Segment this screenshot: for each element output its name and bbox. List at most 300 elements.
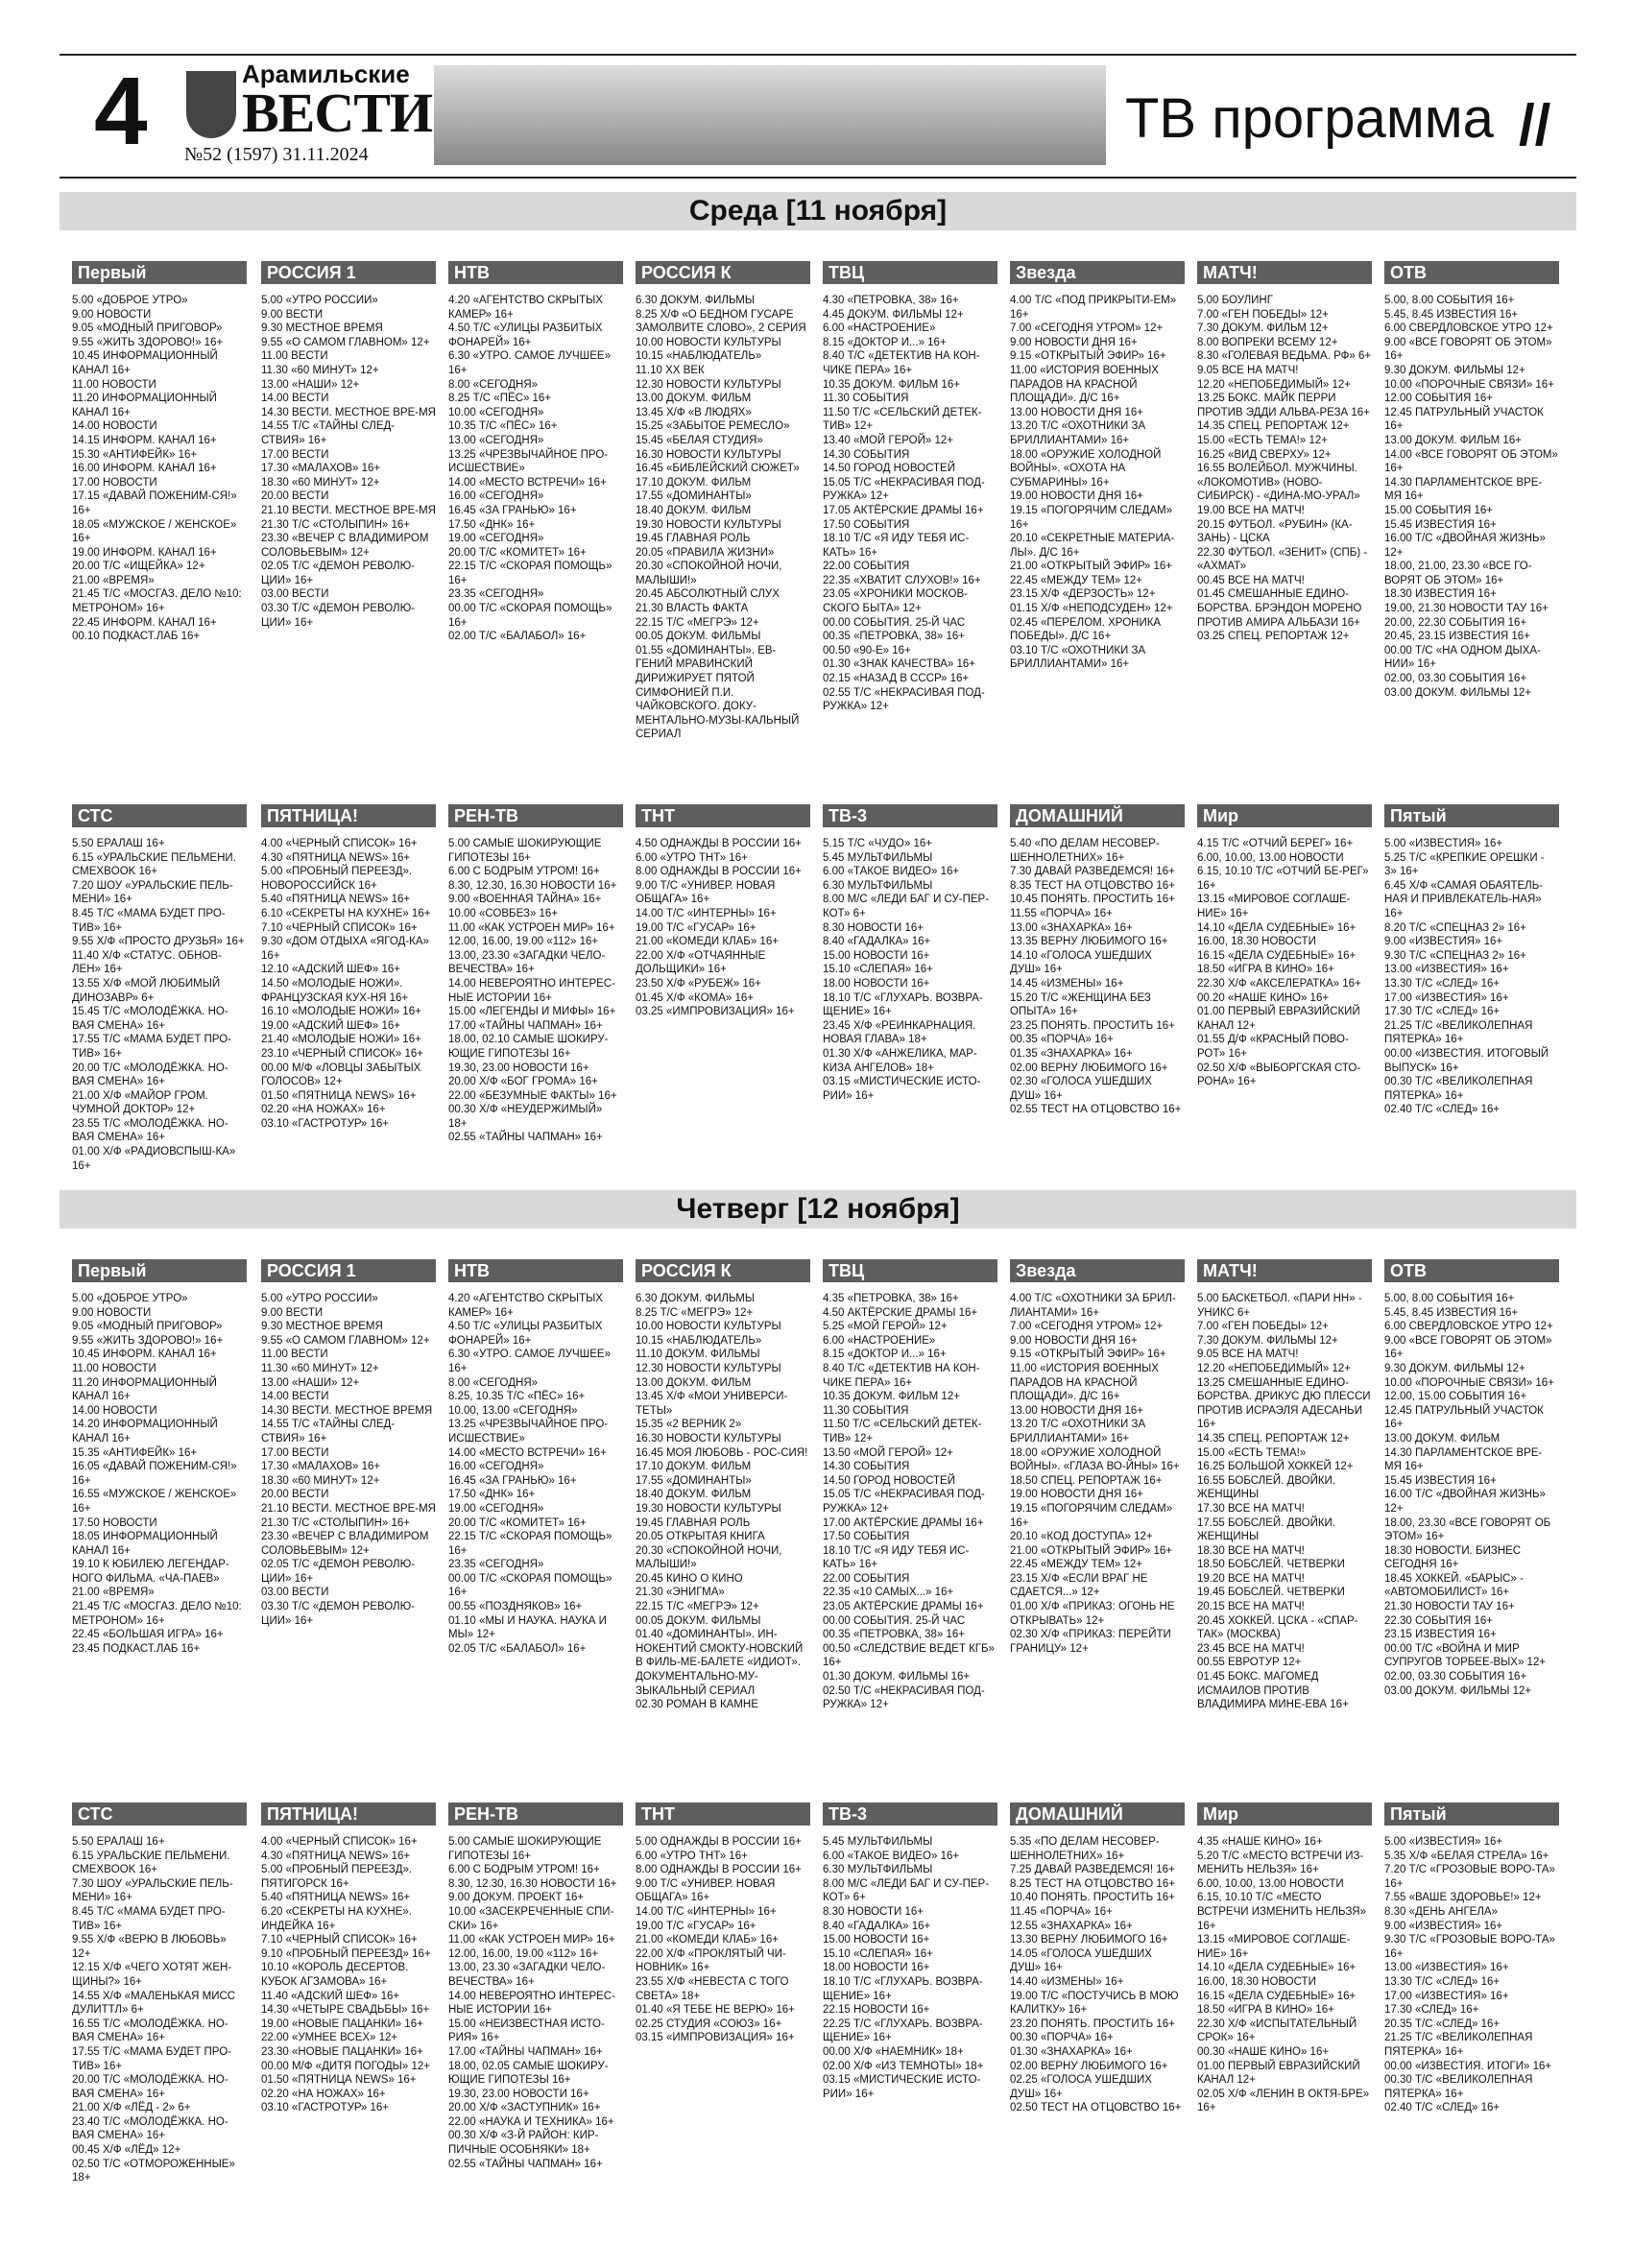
program-line: 17.55 «ДОМИНАНТЫ»	[636, 1474, 752, 1487]
program-line: 00.30 «НАШЕ КИНО» 16+	[1197, 2045, 1330, 2058]
program-line: 02.05 Х/Ф «ЛЕНИН В ОКТЯ-БРЕ» 16+	[1197, 2088, 1370, 2114]
channel-logo: Звезда	[1010, 1259, 1185, 1282]
program-line: 15.05 Т/С «НЕКРАСИВАЯ ПОД-РУЖКА» 12+	[823, 476, 985, 503]
program-line: 23.20 ПОНЯТЬ. ПРОСТИТЬ 16+	[1010, 2017, 1175, 2030]
program-line: 16.15 «ДЕЛА СУДЕБНЫЕ» 16+	[1197, 949, 1357, 962]
program-line: 13.00 «ЗНАХАРКА» 16+	[1010, 921, 1133, 934]
program-line: 23.15 ИЗВЕСТИЯ 16+	[1384, 1629, 1497, 1641]
program-line: 9.00 Т/С «УНИВЕР. НОВАЯ ОБЩАГА» 16+	[636, 879, 776, 906]
program-line: 5.00 «ПРОБНЫЙ ПЕРЕЕЗД». ПЯТИГОРСК 16+	[261, 1864, 413, 1890]
program-line: 17.15 «ДАВАЙ ПОЖЕНИМ-СЯ!» 16+	[72, 490, 237, 516]
program-line: 00.00 М/Ф «ДИТЯ ПОГОДЫ» 12+	[261, 2060, 430, 2072]
program-line: 9.00 ВЕСТИ	[261, 1306, 324, 1319]
program-line: 03.30 Т/С «ДЕМОН РЕВОЛЮ-ЦИИ» 16+	[261, 1601, 416, 1627]
program-line: 15.10 «СЛЕПАЯ» 16+	[823, 1947, 933, 1960]
program-line: 9.30 Т/С «ГРОЗОВЫЕ ВОРО-ТА» 16+	[1384, 1934, 1555, 1960]
program-line: 17.30 «МАЛАХОВ» 16+	[261, 463, 381, 475]
program-line: 19.30 НОВОСТИ КУЛЬТУРЫ	[636, 518, 781, 531]
channel-column	[72, 1259, 247, 1656]
program-line: 14.30 «ЧЕТЫРЕ СВАДЬБЫ» 16+	[261, 2004, 430, 2017]
program-line: 9.55 «ЖИТЬ ЗДОРОВО!» 16+	[72, 336, 224, 348]
channel-logo: Мир	[1197, 804, 1372, 827]
program-line: 11.00 «ИСТОРИЯ ВОЕННЫХ ПАРАДОВ НА КРАСНОЙ ПЛОЩАДИ». Д/С 16+	[1010, 364, 1159, 405]
program-line: 17.05 АКТЁРСКИЕ ДРАМЫ 16+	[823, 504, 984, 516]
program-line: 14.30 ВЕСТИ. МЕСТНОЕ ВРЕ-МЯ	[261, 406, 436, 418]
program-line: 10.10 «КОРОЛЬ ДЕСЕРТОВ. КУБОК АГЗАМОВА» 16+	[261, 1962, 409, 1988]
channel-column	[448, 1259, 623, 1656]
program-line: 00.20 «НАШЕ КИНО» 16+	[1197, 991, 1330, 1004]
program-line: 21.00 «ОТКРЫТЫЙ ЭФИР» 16+	[1010, 1544, 1172, 1557]
program-line: 12.30 НОВОСТИ КУЛЬТУРЫ	[636, 1362, 781, 1374]
program-line: 18.05 «МУЖСКОЕ / ЖЕНСКОЕ» 16+	[72, 518, 237, 545]
program-line: 15.00 СОБЫТИЯ 16+	[1384, 504, 1493, 516]
program-line: 19.45 БОБСЛЕЙ. ЧЕТВЕРКИ	[1197, 1587, 1345, 1599]
channel-column-lower	[1010, 804, 1185, 1117]
program-line: 17.55 Т/С «МАМА БУДЕТ ПРО-ТИВ» 16+	[72, 1034, 231, 1060]
program-line: 19.00 Т/С «ГУСАР» 16+	[636, 921, 756, 934]
program-line: 17.00 «ИЗВЕСТИЯ» 16+	[1384, 991, 1509, 1004]
program-line: 8.00 М/С «ЛЕДИ БАГ И СУ-ПЕР-КОТ» 6+	[823, 894, 990, 919]
program-line: 01.55 Д/Ф «КРАСНЫЙ ПОВО-РОТ» 16+	[1197, 1034, 1349, 1060]
program-line: 02.05 Т/С «ДЕМОН РЕВОЛЮ-ЦИИ» 16+	[261, 561, 416, 586]
channel-column-lower	[448, 804, 623, 1145]
program-line: 21.10 ВЕСТИ. МЕСТНОЕ ВРЕ-МЯ	[261, 504, 436, 516]
program-line: 8.30, 12.30, 16.30 НОВОСТИ 16+	[448, 879, 617, 892]
program-line: 19.00 «СЕГОДНЯ»	[448, 533, 544, 545]
channel-logo: ТНТ	[636, 1802, 810, 1826]
program-line: 20.30 «СПОКОЙНОЙ НОЧИ, МАЛЫШИ!»	[636, 1544, 782, 1571]
program-line: 01.00 ПЕРВЫЙ ЕВРАЗИЙСКИЙ КАНАЛ 12+	[1197, 2060, 1360, 2087]
program-line: 10.00 «ПОРОЧНЫЕ СВЯЗИ» 16+	[1384, 1376, 1554, 1389]
channel-logo: ТВ-3	[823, 1802, 997, 1826]
program-line: 5.00 ОДНАЖДЫ В РОССИИ 16+	[636, 1836, 802, 1848]
program-line: 00.00 СОБЫТИЯ. 25-Й ЧАС	[823, 1614, 966, 1627]
channel-logo: ДОМАШНИЙ	[1010, 1802, 1185, 1826]
program-line: 13.25 «ЧРЕЗВЫЧАЙНОЕ ПРО-ИСШЕСТВИЕ»	[448, 448, 609, 475]
program-line: 19.00 НОВОСТИ ДНЯ 16+	[1010, 1489, 1143, 1501]
program-line: 17.00 ВЕСТИ	[261, 1446, 329, 1459]
program-line: 4.45 ДОКУМ. ФИЛЬМЫ 12+	[823, 308, 964, 321]
program-line: 13.20 Т/С «ОХОТНИКИ ЗА БРИЛЛИАНТАМИ» 16+	[1010, 420, 1146, 446]
program-line: 00.35 «ПОРЧА» 16+	[1010, 1034, 1114, 1046]
program-line: 5.25 «МОЙ ГЕРОЙ» 12+	[823, 1321, 948, 1333]
program-line: 18.00 НОВОСТИ 16+	[823, 977, 930, 990]
program-line: 00.55 ЕВРОТУР 12+	[1197, 1657, 1302, 1669]
program-line: 13.15 «МИРОВОЕ СОГЛАШЕ-НИЕ» 16+	[1197, 894, 1351, 919]
program-line: 8.00 ОДНАЖДЫ В РОССИИ 16+	[636, 866, 802, 878]
program-line: 13.00 «СЕГОДНЯ»	[448, 434, 544, 446]
program-line: 15.35 «2 ВЕРНИК 2»	[636, 1419, 742, 1431]
program-line: 01.45 БОКС. МАГОМЕД ИСМАИЛОВ ПРОТИВ ВЛАДИМИРА МИНЕ-ЕВА 16+	[1197, 1671, 1349, 1711]
program-line: 13.30 ВЕРНУ ЛЮБИМОГО 16+	[1010, 1934, 1168, 1946]
channel-logo: РЕН-ТВ	[448, 804, 623, 827]
program-line: 14.00 ВЕСТИ	[261, 1391, 329, 1403]
program-line: 23.30 «ВЕЧЕР С ВЛАДИМИРОМ СОЛОВЬЕВЫМ» 12+	[261, 1531, 429, 1557]
program-line: 20.45 АБСОЛЮТНЫЙ СЛУХ	[636, 588, 780, 601]
program-line: 13.00 НОВОСТИ ДНЯ 16+	[1010, 1404, 1143, 1417]
channel-column	[261, 1259, 436, 1628]
program-line: 23.55 Х/Ф «НЕВЕСТА С ТОГО СВЕТА» 18+	[636, 1975, 789, 2002]
program-line: 10.15 «НАБЛЮДАТЕЛЬ»	[636, 350, 762, 363]
program-line: 00.30 Т/С «ВЕЛИКОЛЕПНАЯ ПЯТЕРКА» 16+	[1384, 1076, 1533, 1102]
program-line: 18.45 ХОККЕЙ. «БАРЫС» - «АВТОМОБИЛИСТ» 16+	[1384, 1572, 1524, 1599]
program-line: 23.50 Х/Ф «РУБЕЖ» 16+	[636, 977, 761, 990]
program-line: 21.00 «КОМЕДИ КЛАБ» 16+	[636, 1934, 779, 1946]
program-line: 9.00 «ВСЕ ГОВОРЯТ ОБ ЭТОМ» 16+	[1384, 336, 1552, 363]
channel-logo: СТС	[72, 804, 247, 827]
program-line: 15.00 «ЕСТЬ ТЕМА!»	[1197, 1446, 1307, 1459]
program-line: 10.15 «НАБЛЮДАТЕЛЬ»	[636, 1334, 762, 1347]
program-line: 17.00 «ИЗВЕСТИЯ» 16+	[1384, 1990, 1509, 2002]
program-line: 12.15 Х/Ф «ЧЕГО ХОТЯТ ЖЕН-ЩИНЫ?» 16+	[72, 1962, 232, 1988]
program-line: 00.00 Т/С «ВОЙНА И МИР СУПРУГОВ ТОРБЕЕ-ВЫХ» 12+	[1384, 1642, 1547, 1669]
program-line: 9.55 «О САМОМ ГЛАВНОМ» 12+	[261, 1334, 430, 1347]
program-line: 23.55 Т/С «МОЛОДЁЖКА. НО-ВАЯ СМЕНА» 16+	[72, 1117, 228, 1144]
channel-column-lower	[448, 1802, 623, 2171]
program-line: 12.45 ПАТРУЛЬНЫЙ УЧАСТОК 16+	[1384, 406, 1544, 433]
program-line: 23.10 «ЧЕРНЫЙ СПИСОК» 16+	[261, 1047, 423, 1060]
section-title: ТВ программа	[1125, 87, 1494, 150]
program-line: 8.25 Т/С «ПЁС» 16+	[448, 393, 552, 405]
program-line: 16.55 Т/С «МОЛОДЁЖКА. НО-ВАЯ СМЕНА» 16+	[72, 2017, 228, 2044]
program-line: 13.00 «НАШИ» 12+	[261, 1376, 360, 1389]
program-line: 14.00 ВЕСТИ	[261, 393, 329, 405]
program-line: 4.30 «ПЯТНИЦА NEWS» 16+	[261, 1850, 411, 1862]
program-line: 01.50 «ПЯТНИЦА NEWS» 16+	[261, 1089, 417, 1102]
program-line: 11.10 XX ВЕК	[636, 364, 705, 376]
program-line: 13.00 ДОКУМ. ФИЛЬМ	[636, 393, 752, 405]
program-line: 4.30 «ПЯТНИЦА NEWS» 16+	[261, 851, 411, 864]
channel-column-lower	[72, 1802, 247, 2185]
program-line: 12.30 НОВОСТИ КУЛЬТУРЫ	[636, 378, 781, 391]
program-line: 14.00 «МЕСТО ВСТРЕЧИ» 16+	[448, 1446, 607, 1459]
program-line: 16.45 «ЗА ГРАНЬЮ» 16+	[448, 1474, 577, 1487]
program-line: 6.00 «ТАКОЕ ВИДЕО» 16+	[823, 866, 960, 878]
program-line: 02.15 «НАЗАД В СССР» 16+	[823, 673, 970, 685]
program-line: 16.00 ИНФОРМ. КАНАЛ 16+	[72, 463, 217, 475]
program-line: 17.30 ВСЕ НА МАТЧ!	[1197, 1502, 1305, 1515]
program-line: 01.00 Х/Ф «РАДИОВСПЫШ-КА» 16+	[72, 1146, 236, 1172]
channel-column-lower	[636, 804, 810, 1019]
program-line: 9.00 «ВСЕ ГОВОРЯТ ОБ ЭТОМ» 16+	[1384, 1334, 1552, 1361]
program-line: 11.30 «60 МИНУТ» 12+	[261, 364, 379, 376]
program-line: 01.35 «ЗНАХАРКА» 16+	[1010, 1047, 1133, 1060]
program-line: 15.20 Т/С «ЖЕНЩИНА БЕЗ ОПЫТА» 16+	[1010, 991, 1151, 1018]
program-line: 01.00 ПЕРВЫЙ ЕВРАЗИЙСКИЙ КАНАЛ 12+	[1197, 1006, 1360, 1032]
section-slashes: //	[1519, 93, 1551, 157]
program-line: 9.30 ДОКУМ. ФИЛЬМЫ 12+	[1384, 1362, 1525, 1374]
program-line: 10.35 Т/С «ПЁС» 16+	[448, 420, 558, 433]
program-line: 12.45 ПАТРУЛЬНЫЙ УЧАСТОК 16+	[1384, 1404, 1544, 1431]
program-line: 14.30 ВЕСТИ. МЕСТНОЕ ВРЕМЯ	[261, 1404, 433, 1417]
program-line: 16.00, 18.30 НОВОСТИ	[1197, 1975, 1316, 1988]
program-line: 16.45 «БИБЛЕЙСКИЙ СЮЖЕТ»	[636, 463, 800, 475]
program-line: 20.10 «СЕКРЕТНЫЕ МАТЕРИА-ЛЫ». Д/С 16+	[1010, 533, 1175, 559]
program-line: 22.45 «МЕЖДУ ТЕМ» 12+	[1010, 574, 1143, 586]
program-line: 21.30 «ЭНИГМА»	[636, 1587, 725, 1599]
program-line: 03.10 Т/С «ОХОТНИКИ ЗА БРИЛЛИАНТАМИ» 16+	[1010, 644, 1146, 671]
program-line: 22.45 ИНФОРМ. КАНАЛ 16+	[72, 616, 217, 629]
program-line: 7.30 ДОКУМ. ФИЛЬМ 12+	[1197, 322, 1329, 335]
program-line: 20.45 КИНО О КИНО	[636, 1572, 743, 1585]
program-line: 4.20 «АГЕНТСТВО СКРЫТЫХ КАМЕР» 16+	[448, 295, 603, 321]
program-line: 03.30 Т/С «ДЕМОН РЕВОЛЮ-ЦИИ» 16+	[261, 603, 416, 629]
channel-logo: РОССИЯ 1	[261, 261, 436, 284]
program-line: 5.45 МУЛЬТФИЛЬМЫ	[823, 851, 933, 864]
program-line: 13.25 БОКС. МАЙК ПЕРРИ ПРОТИВ ЭДДИ АЛЬВА-РЕЗА 16+	[1197, 393, 1370, 418]
program-line: 14.00 НОВОСТИ	[72, 1404, 157, 1417]
program-line: 20.05 ОТКРЫТАЯ КНИГА	[636, 1531, 765, 1543]
program-line: 10.40 ПОНЯТЬ. ПРОСТИТЬ 16+	[1010, 1892, 1175, 1904]
program-line: 5.00 «ИЗВЕСТИЯ» 16+	[1384, 1836, 1503, 1848]
program-line: 16.25 БОЛЬШОЙ ХОККЕЙ 12+	[1197, 1461, 1354, 1473]
program-line: 8.40 «ГАДАЛКА» 16+	[823, 1920, 931, 1932]
program-line: 23.45 Х/Ф «РЕИНКАРНАЦИЯ. НОВАЯ ГЛАВА» 18+	[823, 1019, 976, 1046]
program-line: 19.00 Т/С «ПОСТУЧИСЬ В МОЮ КАЛИТКУ» 16+	[1010, 1990, 1179, 2017]
program-line: 4.00 Т/С «ОХОТНИКИ ЗА БРИЛ-ЛИАНТАМИ» 16+	[1010, 1293, 1176, 1319]
program-line: 9.00 «ВОЕННАЯ ТАЙНА» 16+	[448, 894, 602, 906]
program-line: 01.45 СМЕШАННЫЕ ЕДИНО-БОРСТВА. БРЭНДОН МОРЕНО ПРОТИВ АМИРА АЛЬБАЗИ 16+	[1197, 588, 1362, 629]
program-line: 00.45 ВСЕ НА МАТЧ!	[1197, 574, 1305, 586]
program-line: 10.45 ПОНЯТЬ. ПРОСТИТЬ 16+	[1010, 894, 1175, 906]
channel-column-lower	[1384, 804, 1559, 1117]
program-line: 02.20 «НА НОЖАХ» 16+	[261, 2088, 386, 2100]
program-line: 23.45 ВСЕ НА МАТЧ!	[1197, 1642, 1305, 1655]
channel-column-lower	[1197, 804, 1372, 1089]
program-line: 02.25 «ГОЛОСА УШЕДШИХ ДУШ» 16+	[1010, 2074, 1152, 2100]
program-line: 8.25 Т/С «МЕГРЭ» 12+	[636, 1306, 754, 1319]
program-line: 00.30 «ПОРЧА» 16+	[1010, 2032, 1114, 2044]
program-line: 02.25 СТУДИЯ «СОЮЗ» 16+	[636, 2017, 782, 2030]
program-line: 02.00, 03.30 СОБЫТИЯ 16+	[1384, 1671, 1527, 1683]
program-line: 00.05 ДОКУМ. ФИЛЬМЫ	[636, 631, 761, 643]
program-line: 9.05 ВСЕ НА МАТЧ!	[1197, 364, 1299, 376]
program-line: 03.10 «ГАСТРОТУР» 16+	[261, 1117, 390, 1130]
program-line: 4.50 ОДНАЖДЫ В РОССИИ 16+	[636, 838, 802, 849]
channel-column	[1197, 1259, 1372, 1712]
program-line: 8.15 «ДОКТОР И...» 16+	[823, 1349, 947, 1361]
channel-logo: Пятый	[1384, 1802, 1559, 1826]
program-line: 14.50 «МОЛОДЫЕ НОЖИ». ФРАНЦУЗСКАЯ КУХ-НЯ 16+	[261, 977, 409, 1004]
program-line: 01.40 «Я ТЕБЕ НЕ ВЕРЮ» 16+	[636, 2004, 795, 2017]
channel-column	[72, 261, 247, 644]
program-line: 18.30 НОВОСТИ. БИЗНЕС СЕГОДНЯ 16+	[1384, 1544, 1522, 1571]
program-line: 20.00 Т/С «МОЛОДЁЖКА. НО-ВАЯ СМЕНА» 16+	[72, 2074, 228, 2100]
program-line: 20.45 ХОККЕЙ. ЦСКА - «СПАР-ТАК» (МОСКВА)	[1197, 1614, 1358, 1641]
program-line: 8.25 ТЕСТ НА ОТЦОВСТВО 16+	[1010, 1877, 1175, 1890]
program-line: 8.00 «СЕГОДНЯ»	[448, 1376, 539, 1389]
channel-logo: ТВЦ	[823, 1259, 997, 1282]
program-line: 22.15 Т/С «МЕГРЭ» 12+	[636, 616, 759, 629]
program-line: 02.00 ВЕРНУ ЛЮБИМОГО 16+	[1010, 2060, 1168, 2072]
program-line: 11.30 «60 МИНУТ» 12+	[261, 1362, 379, 1374]
program-line: 7.00 «СЕГОДНЯ УТРОМ» 12+	[1010, 1321, 1164, 1333]
program-line: 5.25 Т/С «КРЕПКИЕ ОРЕШКИ - 3» 16+	[1384, 851, 1545, 878]
program-line: 03.25 СПЕЦ. РЕПОРТАЖ 12+	[1197, 631, 1350, 643]
channel-column-lower	[261, 1802, 436, 2115]
channel-logo: РЕН-ТВ	[448, 1802, 623, 1826]
program-line: 13.00 ДОКУМ. ФИЛЬМ 16+	[1384, 434, 1522, 446]
program-line: 6.30 «УТРО. САМОЕ ЛУЧШЕЕ» 16+	[448, 1349, 611, 1374]
program-line: 02.05 Т/С «БАЛАБОЛ» 16+	[448, 1642, 587, 1655]
program-line: 11.30 СОБЫТИЯ	[823, 393, 909, 405]
program-line: 00.30 Х/Ф «НЕУДЕРЖИМЫЙ» 18+	[448, 1104, 603, 1130]
program-line: 6.15 УРАЛЬСКИЕ ПЕЛЬМЕНИ. СМЕХBOOK 16+	[72, 1850, 230, 1876]
channel-logo: Пятый	[1384, 804, 1559, 827]
program-line: 9.55 «ЖИТЬ ЗДОРОВО!» 16+	[72, 1334, 224, 1347]
program-line: 14.10 «ГОЛОСА УШЕДШИХ ДУШ» 16+	[1010, 949, 1152, 976]
program-line: 11.40 «АДСКИЙ ШЕФ» 16+	[261, 1990, 400, 2002]
program-line: 14.35 СПЕЦ. РЕПОРТАЖ 12+	[1197, 420, 1350, 433]
program-line: 14.15 ИНФОРМ. КАНАЛ 16+	[72, 434, 217, 446]
channel-column	[1384, 261, 1559, 700]
program-line: 02.55 ТЕСТ НА ОТЦОВСТВО 16+	[1010, 1104, 1182, 1116]
program-line: 22.45 «БОЛЬШАЯ ИГРА» 16+	[72, 1629, 224, 1641]
program-line: 02.05 Т/С «ДЕМОН РЕВОЛЮ-ЦИИ» 16+	[261, 1559, 416, 1585]
program-line: 02.55 «ТАЙНЫ ЧАПМАН» 16+	[448, 1132, 603, 1144]
program-line: 9.00 ДОКУМ. ПРОЕКТ 16+	[448, 1892, 585, 1904]
program-line: 18.50 «ИГРА В КИНО» 16+	[1197, 2004, 1334, 2017]
program-line: 22.30 ФУТБОЛ. «ЗЕНИТ» (СПБ) - «АХМАТ»	[1197, 546, 1368, 573]
program-line: 21.30 Т/С «СТОЛЫПИН» 16+	[261, 518, 410, 531]
program-line: 00.00 СОБЫТИЯ. 25-Й ЧАС	[823, 616, 966, 629]
header-photo	[434, 65, 1106, 165]
program-line: 03.25 «ИМПРОВИЗАЦИЯ» 16+	[636, 1006, 795, 1018]
program-line: 14.30 СОБЫТИЯ	[823, 1461, 910, 1473]
channel-logo: ОТВ	[1384, 1259, 1559, 1282]
program-line: 22.35 «ХВАТИТ СЛУХОВ!» 16+	[823, 574, 981, 586]
program-line: 4.50 Т/С «УЛИЦЫ РАЗБИТЫХ ФОНАРЕЙ» 16+	[448, 1321, 603, 1347]
program-line: 9.05 «МОДНЫЙ ПРИГОВОР»	[72, 1321, 223, 1333]
program-line: 16.25 «ВИД СВЕРХУ» 12+	[1197, 448, 1332, 461]
program-line: 7.20 Т/С «ГРОЗОВЫЕ ВОРО-ТА» 16+	[1384, 1864, 1555, 1890]
program-line: 5.00 «УТРО РОССИИ»	[261, 295, 378, 306]
program-line: 22.45 «МЕЖДУ ТЕМ» 12+	[1010, 1559, 1143, 1571]
program-line: 15.00 НОВОСТИ 16+	[823, 949, 930, 962]
program-line: 11.50 Т/С «СЕЛЬСКИЙ ДЕТЕК-ТИВ» 12+	[823, 1419, 982, 1444]
program-line: 6.30 МУЛЬТФИЛЬМЫ	[823, 879, 933, 892]
channel-logo: ДОМАШНИЙ	[1010, 804, 1185, 827]
program-line: 7.30 ШОУ «УРАЛЬСКИЕ ПЕЛЬ-МЕНИ» 16+	[72, 1877, 233, 1904]
program-line: 02.30 «ГОЛОСА УШЕДШИХ ДУШ» 16+	[1010, 1076, 1152, 1102]
program-line: 12.20 «НЕПОБЕДИМЫЙ» 12+	[1197, 378, 1351, 391]
program-line: 18.00, 23.30 «ВСЕ ГОВОРЯТ ОБ ЭТОМ» 16+	[1384, 1516, 1551, 1543]
program-line: 11.45 «ПОРЧА» 16+	[1010, 1905, 1113, 1918]
program-line: 13.00 НОВОСТИ ДНЯ 16+	[1010, 406, 1143, 418]
program-line: 18.10 Т/С «ГЛУХАРЬ. ВОЗВРА-ЩЕНИЕ» 16+	[823, 991, 983, 1018]
program-line: 9.15 «ОТКРЫТЫЙ ЭФИР» 16+	[1010, 350, 1166, 363]
program-line: 9.30 МЕСТНОЕ ВРЕМЯ	[261, 1321, 383, 1333]
program-line: 19.15 «ПОГОРЯЧИМ СЛЕДАМ» 16+	[1010, 504, 1173, 531]
paper-name: ВЕСТИ	[242, 82, 433, 144]
program-line: 16.00 Т/С «ДВОЙНАЯ ЖИЗНЬ» 12+	[1384, 533, 1546, 559]
program-line: 5.40 «ПЯТНИЦА NEWS» 16+	[261, 1892, 411, 1904]
program-line: 02.50 Т/С «ОТМОРОЖЕННЫЕ» 18+	[72, 2158, 235, 2184]
program-line: 22.00 Х/Ф «ПРОКЛЯТЫЙ ЧИ-НОВНИК» 16+	[636, 1947, 786, 1974]
program-line: 8.00 ОДНАЖДЫ В РОССИИ 16+	[636, 1864, 802, 1876]
program-line: 11.50 Т/С «СЕЛЬСКИЙ ДЕТЕК-ТИВ» 12+	[823, 406, 982, 433]
channel-column-lower	[636, 1802, 810, 2045]
program-line: 02.20 «НА НОЖАХ» 16+	[261, 1104, 386, 1116]
program-line: 16.15 «ДЕЛА СУДЕБНЫЕ» 16+	[1197, 1990, 1357, 2002]
program-line: 18.10 Т/С «Я ИДУ ТЕБЯ ИС-КАТЬ» 16+	[823, 533, 970, 559]
program-line: 17.55 БОБСЛЕЙ. ДВОЙКИ. ЖЕНЩИНЫ	[1197, 1516, 1335, 1543]
program-line: 18.00, 02.05 САМЫЕ ШОКИРУ-ЮЩИЕ ГИПОТЕЗЫ 16+	[448, 2060, 609, 2087]
program-line: 6.45 Х/Ф «САМАЯ ОБАЯТЕЛЬ-НАЯ И ПРИВЛЕКАТЕЛЬ-НАЯ» 16+	[1384, 879, 1544, 919]
program-line: 6.00, 10.00, 13.00 НОВОСТИ	[1197, 1877, 1344, 1890]
channel-column	[636, 261, 810, 742]
program-line: 17.50 «ДНК» 16+	[448, 518, 536, 531]
program-line: 20.30 «СПОКОЙНОЙ НОЧИ, МАЛЫШИ!»	[636, 561, 782, 586]
program-line: 8.25 Х/Ф «О БЕДНОМ ГУСАРЕ ЗАМОЛВИТЕ СЛОВО», 2 СЕРИЯ	[636, 308, 806, 335]
program-line: 03.10 «ГАСТРОТУР» 16+	[261, 2102, 390, 2114]
program-line: 03.15 «ИМПРОВИЗАЦИЯ» 16+	[636, 2032, 795, 2044]
program-line: 14.20 ИНФОРМАЦИОННЫЙ КАНАЛ 16+	[72, 1419, 218, 1444]
program-line: 17.30 «СЛЕД» 16+	[1384, 2004, 1479, 2017]
program-line: 13.50 «МОЙ ГЕРОЙ» 12+	[823, 1446, 953, 1459]
program-line: 02.00 ВЕРНУ ЛЮБИМОГО 16+	[1010, 1062, 1168, 1074]
program-line: 9.00 НОВОСТИ	[72, 1306, 152, 1319]
program-line: 15.45 ИЗВЕСТИЯ 16+	[1384, 518, 1497, 531]
channel-column-lower	[261, 804, 436, 1131]
program-line: 15.00 «НЕИЗВЕСТНАЯ ИСТО-РИЯ» 16+	[448, 2017, 605, 2044]
program-line: 01.10 «МЫ И НАУКА. НАУКА И МЫ» 12+	[448, 1614, 607, 1641]
program-line: 5.35 Х/Ф «БЕЛАЯ СТРЕЛА» 16+	[1384, 1850, 1549, 1862]
program-line: 17.50 СОБЫТИЯ	[823, 518, 910, 531]
program-line: 23.15 Х/Ф «ЕСЛИ ВРАГ НЕ СДАЕТСЯ...» 12+	[1010, 1572, 1148, 1599]
program-line: 5.00 БАСКЕТБОЛ. «ПАРИ НН» - УНИКС 6+	[1197, 1293, 1362, 1319]
program-line: 01.30 «ЗНАК КАЧЕСТВА» 16+	[823, 658, 975, 671]
program-line: 9.30 ДОКУМ. ФИЛЬМЫ 12+	[1384, 364, 1525, 376]
program-line: 21.00 «ВРЕМЯ»	[72, 1587, 155, 1599]
program-line: 9.00 НОВОСТИ ДНЯ 16+	[1010, 1334, 1138, 1347]
program-line: 18.40 ДОКУМ. ФИЛЬМ	[636, 504, 752, 516]
program-line: 16.00, 18.30 НОВОСТИ	[1197, 936, 1316, 948]
program-line: 19.00 НОВОСТИ ДНЯ 16+	[1010, 490, 1143, 503]
program-line: 16.00 Т/С «ДВОЙНАЯ ЖИЗНЬ» 12+	[1384, 1489, 1546, 1515]
program-line: 4.20 «АГЕНТСТВО СКРЫТЫХ КАМЕР» 16+	[448, 1293, 603, 1319]
program-line: 02.50 Х/Ф «ВЫБОРГСКАЯ СТО-РОНА» 16+	[1197, 1062, 1361, 1088]
program-line: 13.45 Х/Ф «МОИ УНИВЕРСИ-ТЕТЫ»	[636, 1391, 788, 1417]
program-line: 5.00, 8.00 СОБЫТИЯ 16+	[1384, 295, 1515, 306]
program-line: 20.00 Т/С «КОМИТЕТ» 16+	[448, 546, 587, 559]
program-line: 22.15 Т/С «СКОРАЯ ПОМОЩЬ» 16+	[448, 561, 612, 586]
program-line: 14.30 ПАРЛАМЕНТСКОЕ ВРЕ-МЯ 16+	[1384, 476, 1543, 503]
program-line: 22.15 Т/С «СКОРАЯ ПОМОЩЬ» 16+	[448, 1531, 612, 1557]
program-line: 20.35 Т/С «СЛЕД» 16+	[1384, 2017, 1501, 2030]
program-line: 19.30, 23.00 НОВОСТИ 16+	[448, 2088, 589, 2100]
program-line: 6.15 «УРАЛЬСКИЕ ПЕЛЬМЕНИ. СМЕХBOOK 16+	[72, 851, 236, 878]
program-line: 16.45 «ЗА ГРАНЬЮ» 16+	[448, 504, 577, 516]
program-line: 4.00 Т/С «ПОД ПРИКРЫТИ-ЕМ» 16+	[1010, 295, 1177, 321]
program-line: 03.15 «МИСТИЧЕСКИЕ ИСТО-РИИ» 16+	[823, 1076, 981, 1102]
channel-column	[636, 1259, 810, 1712]
program-line: 13.35 ВЕРНУ ЛЮБИМОГО 16+	[1010, 936, 1168, 948]
channel-column	[823, 1259, 997, 1712]
channel-logo: НТВ	[448, 261, 623, 284]
program-line: 5.00 БОУЛИНГ	[1197, 295, 1273, 306]
program-line: 10.00 «СЕГОДНЯ»	[448, 406, 544, 418]
program-line: 00.00 «ИЗВЕСТИЯ. ИТОГИ» 16+	[1384, 2060, 1552, 2072]
program-line: 13.15 «МИРОВОЕ СОГЛАШЕ-НИЕ» 16+	[1197, 1934, 1351, 1960]
program-line: 9.55 «О САМОМ ГЛАВНОМ» 12+	[261, 336, 430, 348]
program-line: 5.00 САМЫЕ ШОКИРУЮЩИЕ ГИПОТЕЗЫ 16+	[448, 838, 602, 864]
program-line: 01.15 Х/Ф «НЕПОДСУДЕН» 12+	[1010, 603, 1173, 615]
program-line: 18.05 ИНФОРМАЦИОННЫЙ КАНАЛ 16+	[72, 1531, 218, 1557]
program-line: 5.15 Т/С «ЧУДО» 16+	[823, 838, 932, 849]
program-line: 6.10 «СЕКРЕТЫ НА КУХНЕ» 16+	[261, 907, 431, 919]
program-line: 11.20 ИНФОРМАЦИОННЫЙ КАНАЛ 16+	[72, 1376, 217, 1403]
